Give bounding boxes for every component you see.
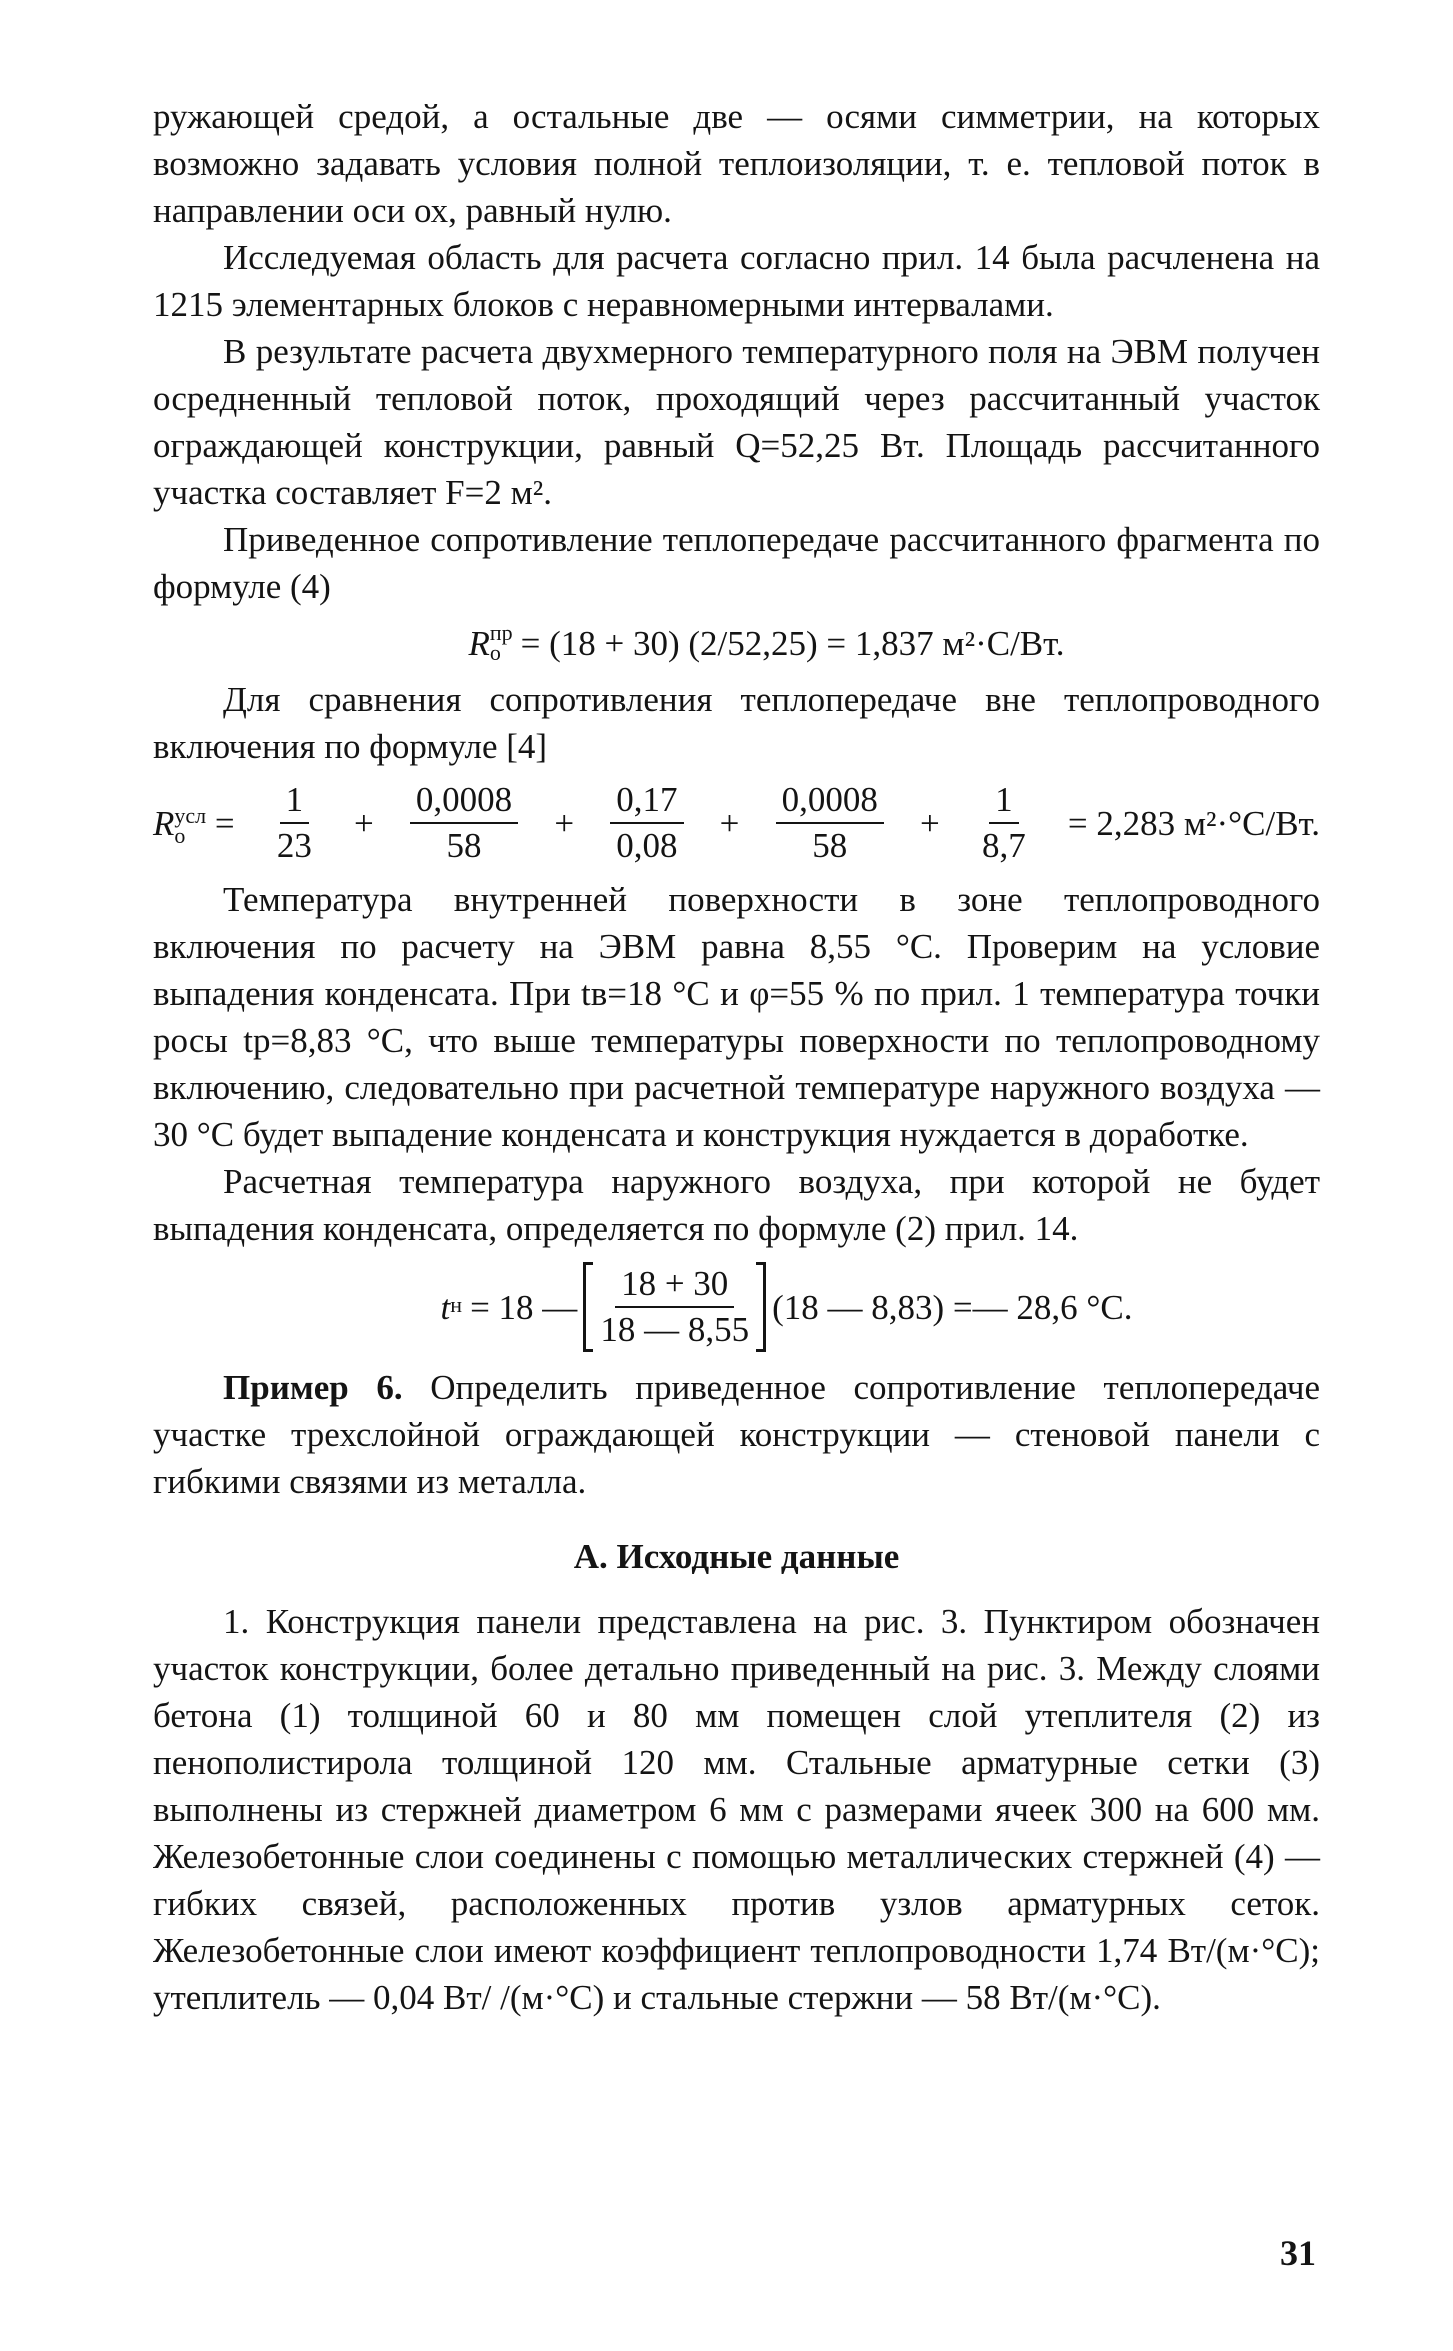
formula-conventional-resistance [153,770,1320,876]
term3-denominator: 0,08 [616,826,678,865]
paragraph-8: 1. Конструкция панели представлена на рис. 3. Пунктиром обозначен участок конструкции, более детально приведенный на рис. 3. Между слоями бетона (1) толщиной 60 и 80 мм помещен слой утеплителя (2) из пенополистирола толщиной 120 мм. Стальные арматурные сетки (3) выполнены из стержней диаметром 6 мм с размерами ячеек 300 на 600 мм. Железобетонные слои соединены с помощью металлических стержней (4) — гибких связей, расположенных против узлов арматурных сеток. Железобетонные слои имеют коэффициент теплопроводности 1,74 Вт/(м·°С); утеплитель — 0,04 Вт/ /(м·°С) и стальные стержни — 58 Вт/(м·°С). [153,1602,1320,2017]
term4-denominator: 58 [812,826,848,865]
term2-numerator: 0,0008 [410,778,518,824]
section-heading: А. Исходные данные [573,1537,900,1576]
paragraph-3: В результате расчета двухмерного температурного поля на ЭВМ получен осредненный тепловой поток, проходящий через рассчитанный участок ограждающей конструкции, равный Q=52,25 Вт. Площадь рассчитанного участка составляет F=2 м². [153,332,1320,512]
example-text: Определить приведенное сопротивление теплопередаче участке трехслойной ограждающей конструкции — стеновой панели с гибкими связями из металла. [153,1368,1320,1501]
formula2-sub: о [174,823,186,849]
formula2-sup: усл [174,803,207,829]
formula1-rhs: = (18 + 30) (2/52,25) = 1,837 м²·С/Вт. [520,623,1065,663]
formula3-sub: н [450,1292,463,1317]
text-column [153,93,1320,2021]
formula-outdoor-temperature [253,1252,1320,1362]
formula1-symbol: R [468,623,490,663]
plus-sign: + [554,803,575,843]
formula2-result: = 2,283 м²·°С/Вт. [1067,803,1320,843]
term1-denominator: 23 [276,826,312,865]
paragraph-7: Расчетная температура наружного воздуха, при которой не будет выпадения конденсата, определяется по формуле (2) прил. 14. [153,1162,1320,1248]
formula3-denominator: 18 — 8,55 [600,1310,750,1349]
paragraph-1: ружающей средой, а остальные две — осями симметрии, на которых возможно задавать условия полной теплоизоляции, т. е. тепловой поток в направлении оси ох, равный нулю. [153,97,1320,230]
formula1-sup: пр [489,620,513,645]
formula3-symbol: t [440,1287,451,1327]
formula-reduced-resistance [213,610,1320,676]
term5-numerator: 1 [989,778,1019,824]
formula2-term-4 [776,778,884,868]
formula3-numerator: 18 + 30 [615,1262,734,1308]
formula3-post: (18 — 8,83) =— 28,6 °С. [772,1287,1133,1327]
example-label: Пример 6. [223,1368,403,1407]
paragraph-4: Приведенное сопротивление теплопередаче рассчитанного фрагмента по формуле (4) [153,520,1320,606]
example-paragraph [153,1364,1320,1505]
formula2-term-5 [976,778,1032,868]
formula2-term-3 [610,778,683,868]
page-number: 31 [1280,2233,1316,2273]
term2-denominator: 58 [446,826,482,865]
formula1-sub: о [489,640,501,665]
formula2-eq: = [214,803,235,843]
plus-sign: + [719,803,740,843]
term4-numerator: 0,0008 [776,778,884,824]
formula3-pre: = 18 — [470,1287,578,1327]
paragraph-6: Температура внутренней поверхности в зоне теплопроводного включения по расчету на ЭВМ равна 8,55 °С. Проверим на условие выпадения конденсата. При tв=18 °С и φ=55 % по прил. 1 температура точки росы tр=8,83 °С, что выше температуры поверхности по теплопроводному включению, следовательно при расчетной температуре наружного воздуха —30 °С будет выпадение конденсата и конструкция нуждается в доработке. [153,880,1320,1154]
paragraph-2: Исследуемая область для расчета согласно прил. 14 была расчленена на 1215 элементарных блоков с неравномерными интервалами. [153,238,1320,324]
formula2-term-2 [410,778,518,868]
plus-sign: + [353,803,374,843]
formula3-bracket [583,1262,766,1352]
plus-sign: + [920,803,940,843]
paragraph-5: Для сравнения сопротивления теплопередаче вне теплопроводного включения по формуле [4] [153,680,1320,766]
term5-denominator: 8,7 [981,826,1026,865]
formula3-fraction [594,1262,755,1352]
term3-numerator: 0,17 [610,778,683,824]
formula2-symbol: R [153,803,175,843]
term1-numerator: 1 [280,778,310,824]
formula2-term-1 [271,778,318,868]
